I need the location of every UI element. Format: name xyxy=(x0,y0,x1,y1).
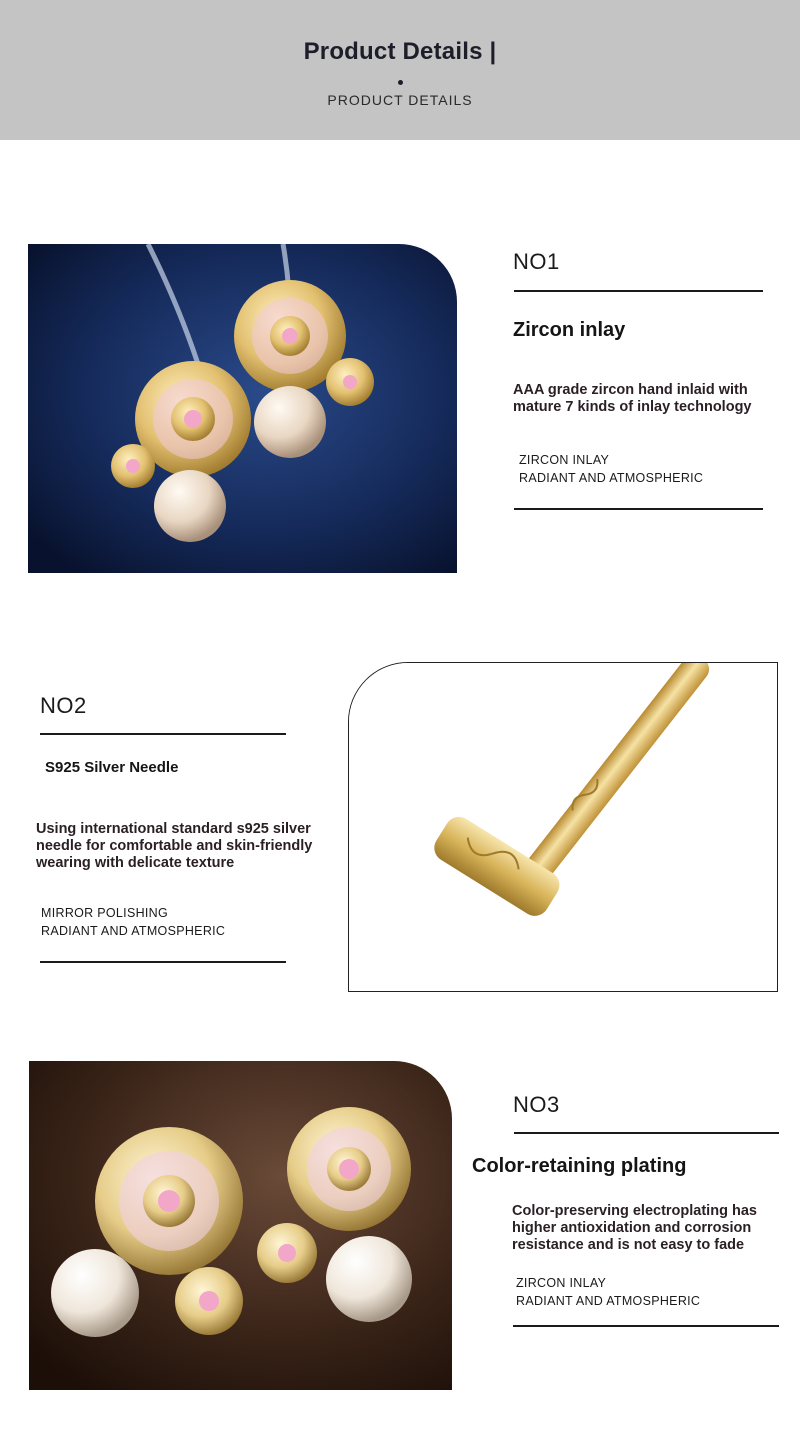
divider-line xyxy=(40,733,286,735)
plating-earrings-photo xyxy=(29,1061,452,1390)
section-number: NO2 xyxy=(40,693,87,718)
tag-line: ZIRCON INLAY xyxy=(516,1276,607,1290)
title-dot xyxy=(398,80,403,85)
description-line: Color-preserving electroplating has xyxy=(512,1203,757,1219)
zircon-earrings-photo xyxy=(28,244,457,573)
description-line: Using international standard s925 silver xyxy=(36,821,311,837)
page-header xyxy=(0,0,800,140)
tag-line: ZIRCON INLAY xyxy=(519,453,610,467)
description-line: mature 7 kinds of inlay technology xyxy=(513,399,752,415)
feature-description xyxy=(513,382,752,416)
feature-description xyxy=(36,821,312,872)
tag-line: RADIANT AND ATMOSPHERIC xyxy=(516,1294,701,1308)
tag-line: RADIANT AND ATMOSPHERIC xyxy=(41,924,226,938)
description-line: AAA grade zircon hand inlaid with xyxy=(513,382,748,398)
description-line: resistance and is not easy to fade xyxy=(512,1237,745,1253)
feature-title: Zircon inlay xyxy=(513,319,626,341)
tag-line: MIRROR POLISHING xyxy=(41,906,169,920)
divider-line xyxy=(514,508,763,510)
feature-tags xyxy=(516,1274,700,1310)
page-subtitle: PRODUCT DETAILS xyxy=(327,92,473,108)
section-number: NO3 xyxy=(513,1092,560,1117)
tag-line: RADIANT AND ATMOSPHERIC xyxy=(519,471,704,485)
divider-line xyxy=(40,961,286,963)
feature-tags xyxy=(519,451,703,487)
divider-line xyxy=(514,290,763,292)
divider-line xyxy=(513,1325,779,1327)
description-line: needle for comfortable and skin-friendly xyxy=(36,838,313,854)
section-number: NO1 xyxy=(513,249,560,274)
silver-needle-photo xyxy=(348,662,778,992)
page-title: Product Details | xyxy=(303,38,497,65)
feature-description xyxy=(512,1203,757,1254)
feature-title: Color-retaining plating xyxy=(472,1155,687,1177)
feature-tags xyxy=(41,904,225,940)
feature-title: S925 Silver Needle xyxy=(45,759,179,776)
description-line: wearing with delicate texture xyxy=(36,855,235,871)
description-line: higher antioxidation and corrosion xyxy=(512,1220,752,1236)
divider-line xyxy=(514,1132,779,1134)
